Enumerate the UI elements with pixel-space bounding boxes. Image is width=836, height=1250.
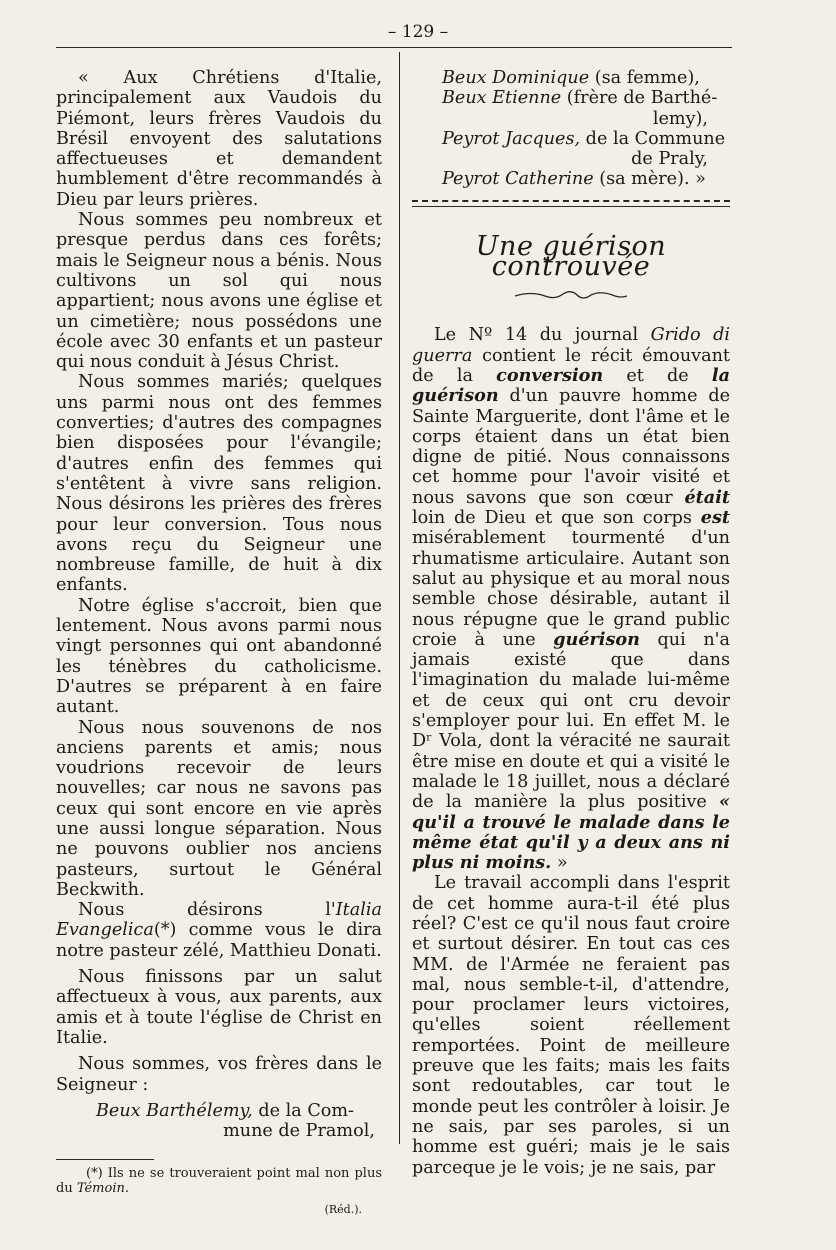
footnote-rule [56, 1159, 154, 1160]
letter-paragraph-8: Nous sommes, vos frères dans le Seigneur : [56, 1054, 382, 1095]
letter-paragraph-6: Nous désirons l'Italia Evangelica(*) comme vous le dira notre pasteur zélé, Matthieu Donati. [56, 900, 382, 961]
signatory-3: Peyrot Jacques, de la Commune de Praly, [442, 128, 726, 170]
right-column [412, 68, 730, 1178]
article-paragraph-1: Le Nº 14 du journal Grido di guerra contient le récit émouvant de la conversion et de la guérison d'un pauvre homme de Sainte Marguerite, dont l'âme et le corps étaient dans un état bien digne de pitié. Nous connaissons cet homme pour l'avoir visité et nous savons que son cœur était loin de Dieu et que son corps est misérablement tourmenté d'un rhumatisme articulaire. Autant son salut au physique et au moral nous semble chose désirable, autant il nous répugne que le grand public croie à une guérison qui n'a jamais existé que dans l'imagination du malade lui-même et de ceux qui ont cru devoir s'employer pour lui. En effet M. le Dʳ Vola, dont la véracité ne saurait être mise en doute et qui a visité le malade le 18 juillet, nous a déclaré de la manière la plus positive « qu'il a trouvé le malade dans le même état qu'il y a deux ans ni plus ni moins. » [412, 325, 730, 874]
signatories-list [412, 68, 730, 190]
letter-paragraph-4: Notre église s'accroit, bien que lentement. Nous avons parmi nous vingt personnes qui ont abandonné les ténèbres du catholicisme. D'autres se préparent à en faire autant. [56, 595, 382, 718]
italia-evangelica-title: Italia Evangelica [56, 900, 382, 941]
left-column [56, 68, 382, 1221]
signatory-4: Peyrot Catherine (sa mère). » [442, 169, 706, 190]
footnote: (*) Ils ne se trouveraient point mal non plus du Témoin. [56, 1166, 382, 1197]
signature-name: Beux Barthélemy, [96, 1100, 253, 1121]
article-paragraph-2: Le travail accompli dans l'esprit de cet homme aura-t-il été plus réel? C'est ce qu'il nous faut croire et surtout désirer. En tout cas ces MM. de l'Armée ne feraient pas mal, nous semble-t-il, d'attendre, pour proclamer leurs victoires, qu'elles soient réellement remportées. Point de meilleure preuve que les faits; mais les faits sont redoutables, car tout le monde peut les contrôler à loisir. Je ne sais, par ses paroles, si un homme est guéri; mais je le sais parceque je le vois; je ne sais, par [412, 873, 730, 1178]
column-divider [399, 52, 400, 1144]
ornament-divider [511, 289, 631, 303]
letter-paragraph-1: « Aux Chrétiens d'Italie, principalement aux Vaudois du Piémont, leurs frères Vaudois du Brésil envoyent des salutations affectueuses et demandent humblement d'être recommandés à Dieu par leurs prières. [56, 68, 382, 210]
footnote-redaction-mark: (Réd.). [324, 1203, 362, 1217]
header-rule [56, 47, 732, 48]
signatory-1: Beux Dominique (sa femme), [442, 68, 700, 88]
section-solid-rule [412, 206, 730, 207]
letter-paragraph-7: Nous finissons par un salut affectueux à vous, aux parents, aux amis et à toute l'église de Christ en Italie. [56, 967, 382, 1048]
signature-line: Beux Barthélemy, de la Com- mune de Pramol, [96, 1100, 375, 1142]
section-dashed-rule [412, 200, 730, 202]
letter-paragraph-3: Nous sommes mariés; quelques uns parmi nous ont des femmes converties; d'autres des compagnes bien disposées pour l'évangile; d'autres enfin des femmes qui s'entêtent à vivre sans religion. Nous désirons les prières des frères pour leur conversion. Tous nous avons reçu du Seigneur une nombreuse famille, de huit à dix enfants. [56, 372, 382, 596]
letter-paragraph-5: Nous nous souvenons de nos anciens parents et amis; nous voudrions recevoir de leurs nouvelles; car nous ne savons pas ceux qui sont encore en vie après une aussi longue séparation. Nous ne pouvons oublier nos anciens pasteurs, surtout le Général Beckwith. [56, 717, 382, 900]
page-number: – 129 – [387, 22, 449, 42]
article-title: Une guérison controuvée [475, 230, 667, 283]
signatory-2: Beux Etienne (frère de Barthé- lemy), [442, 88, 718, 129]
letter-paragraph-2: Nous sommes peu nombreux et presque perdus dans ces forêts; mais le Seigneur nous a bénis. Nous cultivons un sol qui nous appartient; nous avons une église et un cimetière; nous possédons une école avec 30 enfants et un pasteur qui nous conduit à Jésus Christ. [56, 210, 382, 373]
